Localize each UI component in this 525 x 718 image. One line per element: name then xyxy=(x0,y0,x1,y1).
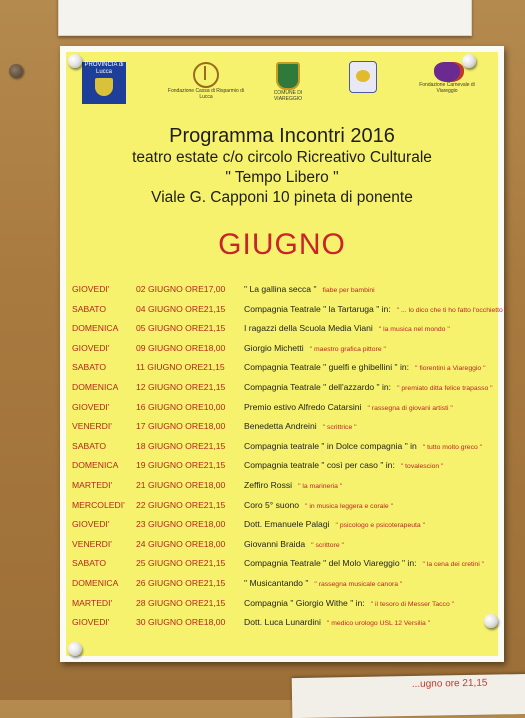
event-title xyxy=(244,441,482,451)
schedule-row xyxy=(72,378,498,398)
event-day: MERCOLEDI' xyxy=(72,499,125,510)
event-day: DOMENICA xyxy=(72,577,119,588)
event-title xyxy=(244,500,393,510)
event-day: DOMENICA xyxy=(72,460,119,471)
pushpin xyxy=(68,642,82,656)
event-note: " in musica leggera e corale " xyxy=(305,502,393,510)
comune-logo xyxy=(268,58,308,102)
schedule-row xyxy=(72,535,498,555)
event-date: 22 GIUGNO ORE21,15 xyxy=(136,499,226,510)
schedule-row xyxy=(72,515,498,535)
schedule-row xyxy=(72,280,498,300)
event-day: SABATO xyxy=(72,558,107,569)
event-date: 23 GIUGNO ORE18,00 xyxy=(136,519,226,530)
bottom-paper-text: ...ugno ore 21,15 xyxy=(411,677,488,691)
shield-icon xyxy=(95,78,113,96)
club-logo xyxy=(346,58,380,93)
nail-head xyxy=(9,64,23,78)
event-title-text: Compagnia teatrale " in Dolce compagnia " in xyxy=(244,440,417,451)
event-day: MARTEDI' xyxy=(72,479,113,490)
pushpin xyxy=(462,54,476,68)
event-note: " la marineria " xyxy=(298,482,343,490)
event-title-text: Benedetta Andreini xyxy=(244,421,317,432)
event-note: " medico urologo USL 12 Versilia " xyxy=(326,620,431,628)
event-note: " rassegna musicale canora " xyxy=(314,580,403,588)
event-date: 19 GIUGNO ORE21,15 xyxy=(136,460,226,471)
event-note: " tutto molto greco " xyxy=(422,443,483,451)
event-title-text: Coro 5° suono xyxy=(244,499,300,510)
mask-icon xyxy=(434,62,460,82)
schedule-row xyxy=(72,496,498,516)
event-note: " ... lo dico che ti ho fatto l'occhietto " xyxy=(396,306,508,314)
event-day: DOMENICA xyxy=(72,323,119,334)
event-title-text: Compagnia teatrale " così per caso " in: xyxy=(244,460,395,471)
event-title-text: Premio estivo Alfredo Catarsini xyxy=(244,401,362,412)
schedule-row xyxy=(72,437,498,457)
event-day: GIOVEDI' xyxy=(72,617,110,628)
event-date: 25 GIUGNO ORE21,15 xyxy=(136,558,226,569)
event-day: GIOVEDI' xyxy=(72,519,110,530)
event-note: " tovalescion " xyxy=(400,463,444,471)
event-date: 26 GIUGNO ORE21,15 xyxy=(136,577,226,588)
event-note: " la cena dei cretini " xyxy=(422,561,485,569)
month-heading: GIUGNO xyxy=(218,228,346,261)
bottom-paper xyxy=(292,674,525,718)
event-note: " scrittrice " xyxy=(322,424,357,432)
event-title xyxy=(244,323,450,333)
event-title-text: Compagnia Teatrale " dell'azzardo " in: xyxy=(244,381,392,392)
event-poster xyxy=(60,46,508,662)
event-title xyxy=(244,598,454,608)
event-day: DOMENICA xyxy=(72,381,119,392)
event-date: 02 GIUGNO ORE17,00 xyxy=(136,284,226,294)
schedule-row xyxy=(72,456,498,476)
event-title-text: " La gallina secca " xyxy=(244,284,317,294)
event-date: 12 GIUGNO ORE21,15 xyxy=(136,381,226,392)
event-title xyxy=(244,382,493,392)
poster-title: Programma Incontri 2016 xyxy=(169,125,395,147)
event-date: 18 GIUGNO ORE21,15 xyxy=(136,440,226,451)
event-day: VENERDI' xyxy=(72,421,112,432)
event-day: SABATO xyxy=(72,362,107,373)
fondazione-lucca-logo xyxy=(166,58,246,100)
event-title xyxy=(244,519,425,529)
event-note: " il tesoro di Messer Tacco " xyxy=(370,600,455,608)
schedule-row xyxy=(72,417,498,437)
event-title xyxy=(244,480,342,490)
event-title xyxy=(244,402,453,412)
provincia-logo xyxy=(82,62,126,104)
event-title xyxy=(244,343,386,353)
event-title xyxy=(244,284,375,294)
event-title-text: Giovanni Braida xyxy=(244,538,306,549)
event-note: " psicologo e psicoterapeuta " xyxy=(335,522,425,530)
schedule-row xyxy=(72,339,498,359)
event-title-text: Compagnia Teatrale " la Tartaruga " in: xyxy=(244,303,391,314)
schedule-row xyxy=(72,476,498,496)
event-date: 24 GIUGNO ORE18,00 xyxy=(136,538,226,549)
event-title xyxy=(244,617,430,627)
event-title xyxy=(244,304,507,314)
comune-text: COMUNE DI VIAREGGIO xyxy=(273,90,303,102)
event-title xyxy=(244,578,402,588)
event-day: GIOVEDI' xyxy=(72,401,110,412)
event-title-text: " Musicantando " xyxy=(244,577,309,588)
event-date: 11 GIUGNO ORE21,15 xyxy=(136,362,225,373)
event-note: " maestro grafica pittore " xyxy=(309,345,386,353)
schedule-row xyxy=(72,358,498,378)
event-note: " scrittore " xyxy=(311,541,344,549)
event-title xyxy=(244,362,485,372)
top-paper xyxy=(58,0,472,36)
event-note: fiabe per bambini xyxy=(322,287,375,294)
event-title xyxy=(244,421,357,431)
event-date: 30 GIUGNO ORE18,00 xyxy=(136,617,226,628)
event-date: 09 GIUGNO ORE18,00 xyxy=(136,342,226,353)
schedule-row xyxy=(72,574,498,594)
event-title xyxy=(244,460,443,470)
schedule-row xyxy=(72,300,508,320)
event-title xyxy=(244,558,484,568)
fondazione-lucca-text: Fondazione Cassa di Risparmio di Lucca xyxy=(167,88,245,100)
event-note: " fiorentini a Viareggio " xyxy=(415,365,486,373)
pushpin xyxy=(68,54,82,68)
event-title-text: Compagnia Teatrale " del Molo Viareggio " in: xyxy=(244,558,417,569)
carnevale-text: Fondazione Carnevale di Viareggio xyxy=(419,82,475,94)
event-note: " premiato ditta felice trapasso " xyxy=(397,384,493,392)
event-title-text: Compagnia " Giorgio Withe " in: xyxy=(244,597,365,608)
poster-subtitle-venue: teatro estate c/o circolo Ricreativo Culturale xyxy=(132,149,432,166)
badge-icon xyxy=(349,61,377,93)
schedule-row xyxy=(72,319,498,339)
event-title-text: Dott. Emanuele Palagi xyxy=(244,519,330,530)
event-title-text: I ragazzi della Scuola Media Viani xyxy=(244,323,373,334)
event-title xyxy=(244,539,344,549)
schedule-row xyxy=(72,613,498,633)
event-note: " rassegna di giovani artisti " xyxy=(367,404,453,412)
event-date: 28 GIUGNO ORE21,15 xyxy=(136,597,226,608)
event-title-text: Giorgio Michetti xyxy=(244,342,304,353)
event-day: VENERDI' xyxy=(72,538,112,549)
event-day: SABATO xyxy=(72,303,107,314)
event-day: SABATO xyxy=(72,440,107,451)
event-title-text: Compagnia Teatrale " guelfi e ghibellini " in: xyxy=(244,362,410,373)
event-day: GIOVEDI' xyxy=(72,342,110,353)
poster-subtitle-address: Viale G. Capponi 10 pineta di ponente xyxy=(151,189,413,206)
poster-subtitle-club: " Tempo Libero " xyxy=(225,169,339,186)
crest-icon xyxy=(276,62,300,90)
event-date: 05 GIUGNO ORE21,15 xyxy=(136,323,226,334)
cross-icon xyxy=(193,62,219,88)
event-note: " la musica nel mondo " xyxy=(378,326,450,334)
event-date: 21 GIUGNO ORE18,00 xyxy=(136,479,226,490)
event-title-text: Dott. Luca Lunardini xyxy=(244,617,321,628)
event-day: MARTEDI' xyxy=(72,597,113,608)
sponsor-logos xyxy=(76,58,486,114)
schedule-row xyxy=(72,398,498,418)
event-title-text: Zeffiro Rossi xyxy=(244,479,293,490)
event-date: 04 GIUGNO ORE21,15 xyxy=(136,303,226,314)
event-schedule xyxy=(72,280,508,633)
pushpin xyxy=(484,614,498,628)
event-date: 16 GIUGNO ORE10,00 xyxy=(136,401,226,412)
provincia-logo-text: PROVINCIA di Lucca xyxy=(84,62,124,75)
schedule-row xyxy=(72,554,498,574)
schedule-row xyxy=(72,594,498,614)
event-day: GIOVEDI' xyxy=(72,284,110,294)
event-date: 17 GIUGNO ORE18,00 xyxy=(136,421,226,432)
poster-header xyxy=(66,124,498,208)
